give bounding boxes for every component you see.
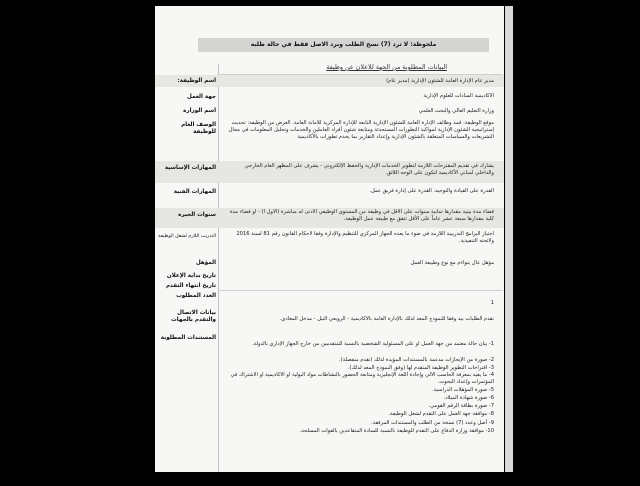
row-value: تقدم الطلبات بيد وفقاً للنموذج المعد لذلك بالإدارة العامة بالأكاديمية - الرويعي النيل - مدخل المعادي. xyxy=(279,316,494,322)
row-contact xyxy=(155,306,504,328)
document-page xyxy=(155,6,504,472)
row-label: سنوات الخبرة xyxy=(178,212,216,218)
row-count xyxy=(155,291,504,306)
row-value: 1- بيان حالة معتمد من جهة العمل أو على المسئولية الشخصية بالنسبة للمتقدمين من خارج الجهاز الإداري بالدولة. xyxy=(251,341,494,347)
document-item: 8- موافقة جهة العمل على التقدم لشغل الوظيفة. xyxy=(388,411,494,418)
row-basic-skills xyxy=(155,161,504,183)
row-training xyxy=(155,230,504,252)
row-label: تاريخ انتهاء التقدم xyxy=(165,283,216,289)
row-value: موقع الوظيفة: قمة وظائف الإدارة العامة للشئون الإدارية التابعة للإدارة المركزية للأمانة العامة. الغرض من الوظيفة: تحديث إستراتيجية الشئون الإدارية لمواكبة التطورات المستحدثة ومتابعة شئون أفراد العاملين والخدمات وتحليل المعلومات في مجال التشريعات والسياسات المتعلقة بالشئون الإدارية وإعداد التقارير بما يخدم تطورات بالأكاديمية xyxy=(228,120,494,140)
row-value: مدير عام الإدارة العامة للشئون الإدارية (مدير عام) xyxy=(386,78,494,84)
row-label: تاريخ بداية الإعلان xyxy=(166,273,216,279)
row-label: المهارات الفنية xyxy=(173,189,216,195)
row-label: المهارات الإساسية xyxy=(164,165,216,171)
documents-list xyxy=(225,356,494,435)
row-value: قضاء مدة بينية مقدارها ثمانية سنوات على الأقل في وظيفة من المستوى الوظيفي الأدنى له مباشرة (الأول أ) - أو قضاء مدة كلية مقدارها سبعة عشر عاماً على الأقل تتفق مع طبيعة عمل الوظيفة. xyxy=(229,209,494,222)
document-item: 10- موافقة وزارة الدفاع على التقدم للوظيفة بالنسبة للسادة المتقاعدين بالقوات المسلحة. xyxy=(299,427,494,434)
row-label: العدد المطلوب xyxy=(176,293,216,299)
section-header: البيانات المطلوبة من الجهة للاعلان عن وظيفة xyxy=(326,63,447,71)
document-item: 5- صورة المؤهلات الدراسية. xyxy=(432,387,494,394)
row-label: الوصف العام للوظيفة xyxy=(181,122,216,135)
row-value: الأكاديمية السادات للعلوم الإدارية xyxy=(423,93,494,99)
row-label: بيانات الاتصال والتقدم بالجهات xyxy=(171,310,216,323)
row-value xyxy=(225,273,494,281)
row-label: اسم الوظيفة: xyxy=(177,78,216,84)
document-item: 4- ما يفيد بمعرفة الحاسب الآلي وإجادة اللغة الإنجليزية ومتابعة الحضور بالنشاطات مواد البولية أو الاكاديمية أو الاشتراك في المؤتمرات وإعداد البحوث. xyxy=(230,372,494,386)
row-value: مؤهل عال يتواءم مع نوع وطبيعة العمل xyxy=(410,260,494,266)
row-label: جهة العمل xyxy=(187,94,216,100)
row-experience xyxy=(155,208,504,228)
row-value: اجتياز البرامج التدريبية اللازمة في ضوء ما يعده الجهاز المركزي للتنظيم والإدارة وفقاً لأحكام القانون رقم 81 لسنة 2016 ولائحته التنفيذية. xyxy=(236,231,494,244)
row-label: المستندات المطلوبة xyxy=(160,335,216,341)
document-item: 2- صورة من الإنجازات مدعمة بالمستندات المؤيدة لذلك (تقدم منفصلة). xyxy=(339,357,494,363)
row-start-date xyxy=(155,271,504,281)
row-description xyxy=(155,120,504,160)
row-value: 1 xyxy=(490,300,494,306)
row-label: المؤهل xyxy=(195,260,216,266)
row-documents xyxy=(155,333,504,351)
note-banner: ملحوظة: لا ترد (7) نسخ الطلب وبرد الاصل فقط في حالة طلبه xyxy=(198,38,489,52)
window-edge xyxy=(505,6,513,472)
row-technical-skills xyxy=(155,186,504,206)
row-label: التدريب اللازم لشغل الوظيفة xyxy=(158,234,216,239)
document-item: 7- صورة بطاقة الرقم القومي. xyxy=(428,403,494,410)
row-ministry xyxy=(155,105,504,117)
row-qualification xyxy=(155,256,504,272)
row-label: اسم الوزارة xyxy=(183,108,216,114)
row-value: القدرة على القيادة والتوجيه. القدرة على إدارة فريق عمل. xyxy=(369,188,494,194)
row-value: وزارة التعليم العالي والبحث العلمي xyxy=(418,108,494,114)
document-item: 3- اقتراحات التطوير الوظيفة المتقدم لها (وفق النموذج المعد لذلك). xyxy=(347,365,494,372)
document-item: 6- صورة شهادة الميلاد. xyxy=(443,395,494,402)
row-value: يشارك في تقديم المقترحات اللازمة لتطوير الخدمات الإدارية والحفظ الإلكتروني - يشرف على المظهر العام الخارجي والداخلي لمباني الأكاديمية لتكون على الوجه اللائق. xyxy=(244,163,494,176)
row-job-title xyxy=(155,75,504,87)
document-item: 9- أصل وعدد (7) نسخة من الطلب والمستندات المرفقة. xyxy=(371,419,494,426)
row-employer xyxy=(155,90,504,102)
